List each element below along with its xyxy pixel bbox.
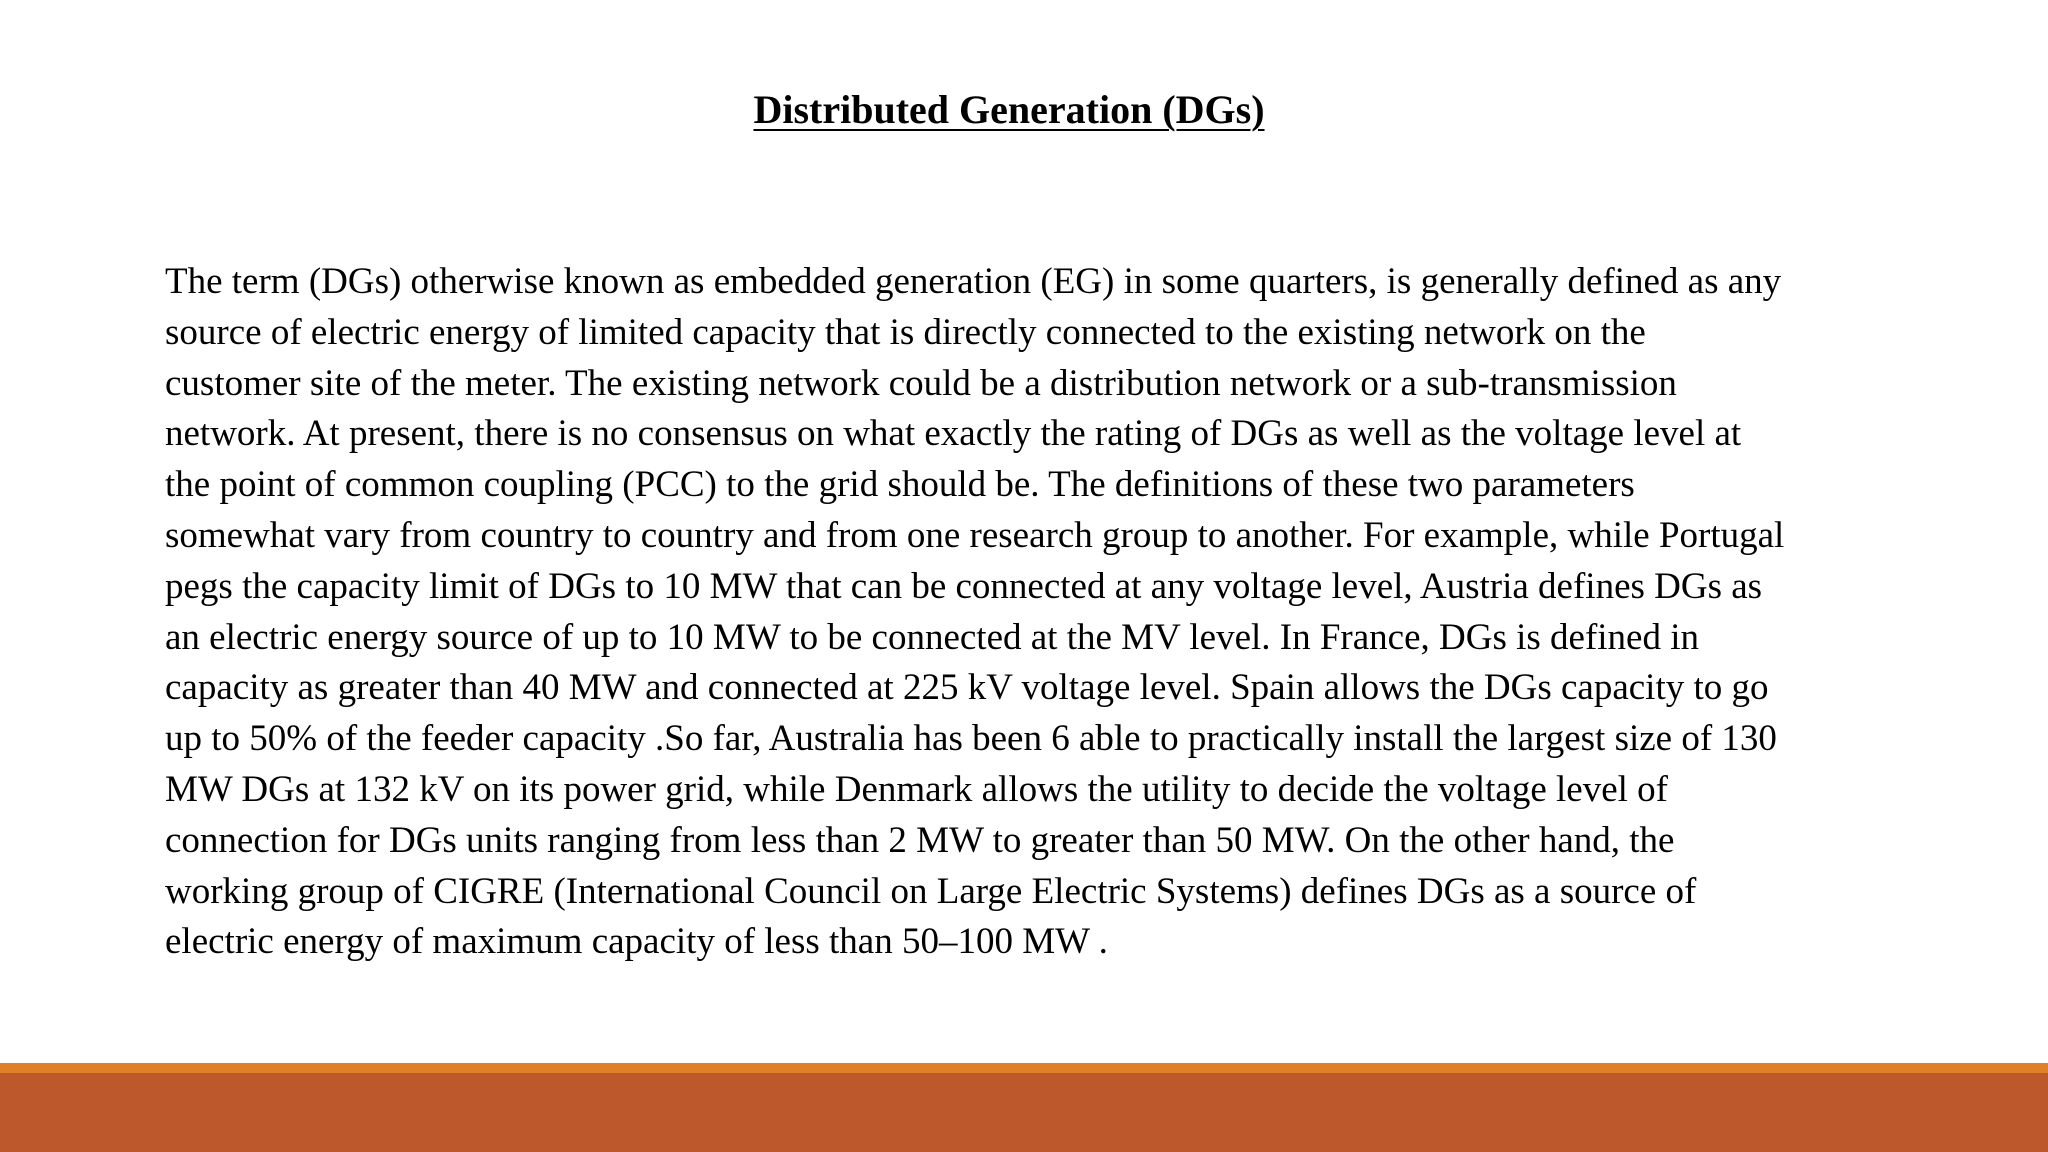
footer-band [0,1073,2048,1152]
slide-body-text: The term (DGs) otherwise known as embedded generation (EG) in some quarters, is generally defined as any source of electric energy of limited capacity that is directly connected to the existing network on the customer site of the meter. The existing network could be a distribution network or a sub-transmission network. At present, there is no consensus on what exactly the rating of DGs as well as the voltage level at the point of common coupling (PCC) to the grid should be. The definitions of these two parameters somewhat vary from country to country and from one research group to another. For example, while Portugal pegs the capacity limit of DGs to 10 MW that can be connected at any voltage level, Austria defines DGs as an electric energy source of up to 10 MW to be connected at the MV level. In France, DGs is defined in capacity as greater than 40 MW and connected at 225 kV voltage level. Spain allows the DGs capacity to go up to 50% of the feeder capacity .So far, Australia has been 6 able to practically install the largest size of 130 MW DGs at 132 kV on its power grid, while Denmark allows the utility to decide the voltage level of connection for DGs units ranging from less than 2 MW to greater than 50 MW. On the other hand, the working group of CIGRE (International Council on Large Electric Systems) defines DGs as a source of electric energy of maximum capacity of less than 50–100 MW . [165,261,1785,963]
footer-accent-stripe [0,1063,2048,1073]
slide-title: Distributed Generation (DGs) [753,87,1265,132]
